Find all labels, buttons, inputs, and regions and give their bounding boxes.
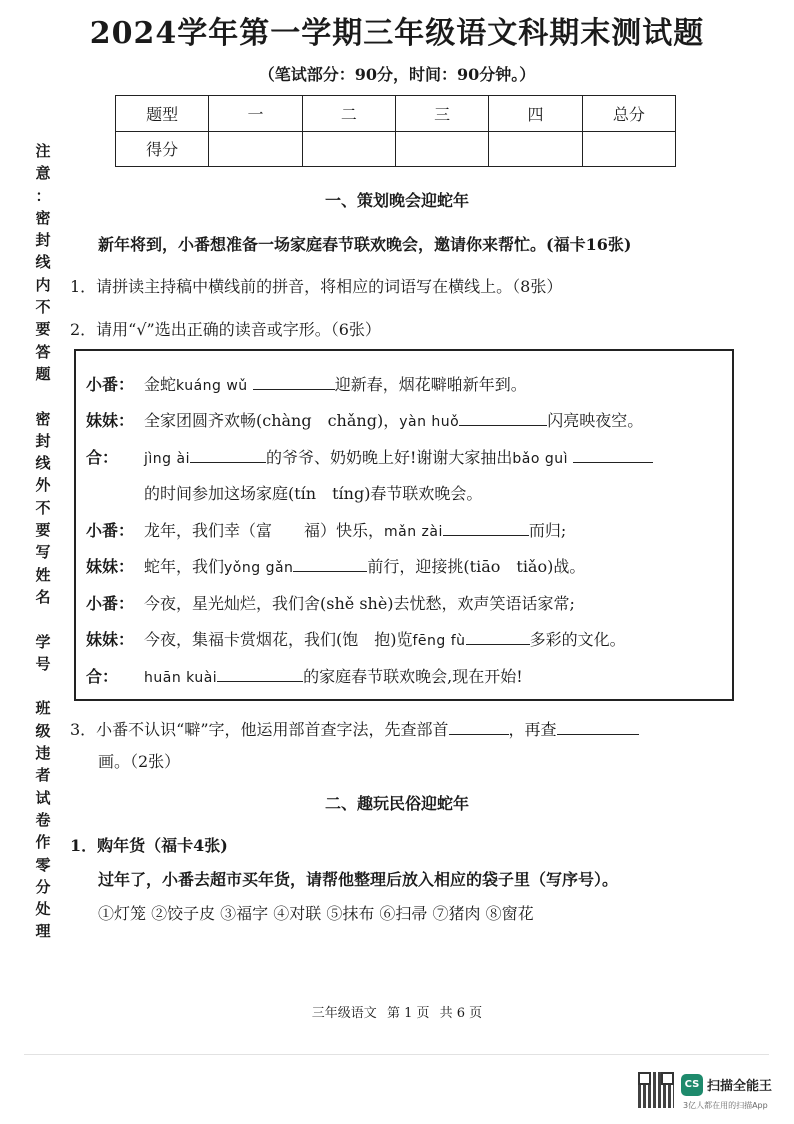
score-input-total[interactable] (582, 131, 675, 167)
side-note-char: 班 (35, 699, 51, 718)
speaker: 妹妹： (86, 557, 135, 576)
script-line-3 (86, 445, 653, 468)
scanner-app-name: 扫描全能王 (707, 1079, 773, 1094)
q3-text: 3．小番不认识“噼”字，他运用部首查字法，先查部首 (70, 720, 449, 739)
speaker: 小番： (86, 594, 135, 613)
side-note-char: ： (35, 186, 51, 205)
score-table-header-row (116, 96, 676, 132)
question-1: 1．请拼读主持稿中横线前的拼音，将相应的词语写在横线上。（8张） (70, 277, 563, 296)
section2-intro: 过年了，小番去超市买年货，请帮他整理后放入相应的袋子里（写序号）。 (98, 870, 619, 889)
pinyin: yàn huǒ (399, 414, 460, 430)
score-cell-4: 四 (489, 96, 582, 132)
score-cell-3: 三 (395, 96, 488, 132)
score-table (115, 95, 676, 167)
side-note-char: 注 (35, 142, 51, 160)
side-note-char: 者 (35, 766, 51, 785)
side-note-char: 名 (35, 587, 51, 606)
script-line-9 (86, 664, 523, 687)
speaker: 合： (86, 448, 119, 467)
camscanner-logo-icon: CS (681, 1074, 703, 1096)
script-text: 前行，迎接挑(tiāo tiǎo)战。 (367, 557, 586, 576)
page-footer (0, 1002, 794, 1021)
question-3 (70, 717, 639, 740)
answer-blank[interactable] (466, 628, 530, 645)
section1-title: 一、策划晚会迎蛇年 (324, 191, 469, 210)
radical-blank[interactable] (449, 718, 509, 735)
footer-page: 第 1 页 (386, 1006, 430, 1021)
score-cell-total: 总分 (582, 96, 675, 132)
side-note-char: 试 (35, 788, 51, 807)
score-table-score-row (116, 131, 676, 167)
answer-blank[interactable] (459, 409, 547, 426)
side-note-char: 写 (35, 543, 51, 562)
score-cell-2: 二 (302, 96, 395, 132)
side-note-char: 级 (35, 721, 51, 740)
strokes-blank[interactable] (557, 718, 639, 735)
score-cell-type: 题型 (116, 96, 209, 132)
script-line-1 (86, 372, 527, 395)
speaker: 小番： (86, 521, 135, 540)
side-note-char: 卷 (35, 810, 51, 829)
side-note-char: 学 (35, 632, 51, 651)
answer-blank[interactable] (573, 446, 653, 463)
scanner-tagline: 3亿人都在用的扫描App (683, 1101, 768, 1110)
side-note-char: 密 (35, 409, 51, 428)
answer-blank[interactable] (443, 519, 529, 536)
exam-title: 2024学年第一学期三年级语文科期末测试题 (89, 16, 705, 51)
qr-code-icon (638, 1072, 674, 1108)
script-line-6 (86, 554, 585, 577)
side-note-char (32, 608, 54, 630)
shopping-items: ①灯笼 ②饺子皮 ③福字 ④对联 ⑤抹布 ⑥扫帚 ⑦猪肉 ⑧窗花 (98, 904, 534, 923)
score-row-label: 得分 (116, 131, 209, 167)
footer-subject: 三年级语文 (311, 1006, 377, 1021)
score-input-1[interactable] (209, 131, 302, 167)
speaker: 妹妹： (86, 411, 135, 430)
question-2: 2．请用“√”选出正确的读音或字形。（6张） (70, 320, 381, 339)
speaker: 妹妹： (86, 630, 135, 649)
script-line-2 (86, 408, 643, 431)
pinyin: fēng fù (412, 633, 466, 649)
footer-total: 共 6 页 (439, 1006, 483, 1021)
side-note-char: 分 (35, 877, 51, 896)
script-line-8 (86, 627, 626, 650)
pinyin: mǎn zài (384, 524, 443, 540)
script-text: 蛇年，我们 (144, 557, 225, 576)
score-input-2[interactable] (302, 131, 395, 167)
script-text: 闪亮映夜空。 (547, 411, 644, 430)
pinyin: huān kuài (144, 670, 218, 686)
side-note-char: 不 (35, 298, 51, 317)
script-line-7 (86, 591, 575, 614)
side-note-char: 外 (35, 476, 51, 495)
side-note-char: 处 (35, 900, 51, 919)
side-note-char: 内 (35, 275, 51, 294)
side-note-char: 要 (35, 320, 51, 339)
score-input-3[interactable] (395, 131, 488, 167)
script-text: 的家庭春节联欢晚会,现在开始! (303, 667, 523, 686)
answer-blank[interactable] (253, 373, 335, 390)
side-note-char: 零 (35, 855, 51, 874)
script-text: 今夜，星光灿烂，我们舍(shě shè)去忧愁，欢声笑语话家常; (144, 594, 575, 613)
pinyin: jìng ài (144, 451, 190, 467)
answer-blank[interactable] (190, 446, 266, 463)
pinyin: yǒng gǎn (224, 560, 294, 576)
speaker: 小番： (86, 375, 135, 394)
side-note-char: 题 (35, 364, 51, 383)
script-text: 的爷爷、奶奶晚上好!谢谢大家抽出 (265, 448, 513, 467)
side-note-char: 号 (35, 654, 51, 673)
script-text: 今夜，集福卡赏烟花，我们(饱 抱)览 (144, 630, 413, 649)
speaker: 合： (86, 667, 119, 686)
side-note-char: 封 (35, 431, 51, 450)
answer-blank[interactable] (293, 555, 367, 572)
side-note-char: 理 (35, 922, 51, 941)
side-note-char: 姓 (35, 565, 51, 584)
script-text: 全家团圆齐欢畅(chàng chǎng)， (144, 411, 400, 430)
side-note-char: 答 (35, 342, 51, 361)
side-note-char: 意 (35, 164, 51, 183)
section2-title: 二、趣玩民俗迎蛇年 (324, 794, 469, 813)
side-note-char: 封 (35, 231, 51, 250)
script-line-4 (144, 481, 482, 504)
question-3-cont: 画。（2张） (98, 752, 181, 771)
exam-subtitle: （笔试部分：90分，时间：90分钟。） (258, 65, 536, 84)
script-text: 龙年，我们幸（富 福）快乐， (144, 521, 385, 540)
script-text: 多彩的文化。 (529, 630, 626, 649)
script-text: 的时间参加这场家庭(tín tíng)春节联欢晚会。 (144, 484, 483, 503)
script-line-5 (86, 518, 566, 541)
score-cell-1: 一 (209, 96, 302, 132)
pinyin: bǎo guì (512, 451, 569, 467)
section2-question-1: 1．购年货（福卡4张) (70, 836, 228, 855)
side-note-char: 不 (35, 498, 51, 517)
score-input-4[interactable] (489, 131, 582, 167)
side-note-char: 线 (35, 253, 51, 272)
side-note-char: 要 (35, 521, 51, 540)
answer-blank[interactable] (217, 665, 303, 682)
side-note-char: 作 (35, 833, 51, 852)
side-note-char: 违 (35, 744, 51, 763)
script-text: 迎新春，烟花噼啪新年到。 (334, 375, 527, 394)
script-text: 而归; (528, 521, 567, 540)
side-note-char: 密 (35, 208, 51, 227)
divider (24, 1054, 769, 1055)
side-note-char: 线 (35, 454, 51, 473)
seal-line-notice (32, 140, 54, 943)
script-text: 金蛇 (144, 375, 177, 394)
q3-text: ，再查 (508, 720, 557, 739)
side-note-char (32, 675, 54, 697)
section1-intro: 新年将到，小番想准备一场家庭春节联欢晚会，邀请你来帮忙。(福卡16张) (98, 235, 632, 254)
pinyin: kuáng wǔ (176, 378, 248, 394)
side-note-char (32, 385, 54, 407)
